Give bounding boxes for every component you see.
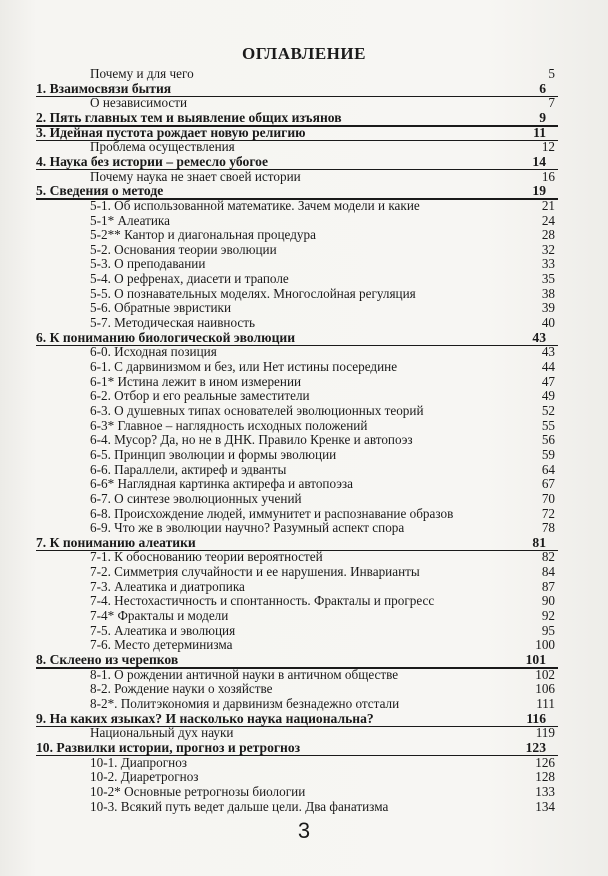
page-number: 3 bbox=[297, 818, 311, 843]
toc-entry-label: 6-1. С дарвинизмом и без, или Нет истины посередине bbox=[90, 359, 398, 374]
toc-entry-label: 7-4* Фракталы и модели bbox=[90, 608, 229, 624]
toc-entry-page: 19 bbox=[532, 183, 546, 199]
toc-entry-label: 6-6* Наглядная картинка актирефа и автопоэза bbox=[90, 476, 353, 492]
toc-entry-page: 28 bbox=[541, 227, 555, 243]
toc-entry-label: 6-2. Отбор и его реальные заместители bbox=[90, 388, 310, 404]
toc-entry-page: 55 bbox=[541, 417, 555, 433]
toc-entry-label: 8-1. О рождении античной науки в античном обществе bbox=[90, 666, 399, 682]
toc-entry-label: 6-4. Мусор? Да, но не в ДНК. Правило Кренке и автопоэз bbox=[90, 432, 413, 448]
toc-subsection-row bbox=[0, 520, 608, 535]
toc-entry-label: 8-2. Рождение науки о хозяйстве bbox=[90, 681, 273, 697]
toc-entry-label: 10-1. Диапрогноз bbox=[90, 754, 188, 770]
toc-section-row bbox=[0, 183, 608, 198]
toc-entry-label: 4. Наука без истории – ремесло убогое bbox=[36, 153, 268, 169]
toc-subsection-row bbox=[0, 169, 608, 184]
toc-entry-label: 5. Сведения о методе bbox=[36, 183, 164, 199]
toc-entry-label: 6-9. Что же в эволюции научно? Разумный аспект спора bbox=[90, 520, 405, 536]
toc-entry-label: 5-7. Методическая наивность bbox=[90, 315, 256, 331]
toc-subsection-row bbox=[0, 755, 608, 770]
toc-entry-label: 6-3* Главное – наглядность исходных положений bbox=[90, 417, 368, 433]
toc-entry-page: 40 bbox=[541, 315, 555, 331]
toc-entry-label: 10-2* Основные ретрогнозы биологии bbox=[90, 783, 306, 799]
toc-entry-label: 10. Развилки истории, прогноз и ретрогноз bbox=[36, 739, 301, 755]
toc-subsection-row bbox=[0, 213, 608, 228]
toc-entry-label: 10-2. Диаретрогноз bbox=[90, 769, 199, 785]
toc-entry-label: 6-0. Исходная позиция bbox=[90, 344, 217, 360]
toc-subsection-row bbox=[0, 315, 608, 330]
toc-entry-page: 24 bbox=[541, 212, 555, 228]
toc-section-row bbox=[0, 535, 608, 550]
toc-entry-label: Почему и для чего bbox=[90, 66, 194, 81]
toc-subsection-row bbox=[0, 432, 608, 447]
toc-subsection-row bbox=[0, 462, 608, 477]
toc-entry-page: 67 bbox=[541, 476, 555, 492]
toc-entry-page: 33 bbox=[541, 256, 555, 272]
toc-entry-label: 6-7. О синтезе эволюционных учений bbox=[90, 490, 302, 506]
toc-entry-label: 5-1* Алеатика bbox=[90, 212, 170, 228]
toc-section-row bbox=[0, 110, 608, 125]
toc-subsection-row bbox=[0, 681, 608, 696]
toc-entry-label: 6-1* Истина лежит в ином измерении bbox=[90, 373, 302, 389]
toc-entry-label: 7-3. Алеатика и диатропика bbox=[90, 578, 245, 594]
toc-entry-label: 7-1. К обоснованию теории вероятностей bbox=[90, 549, 323, 565]
toc-entry-page: 92 bbox=[541, 608, 555, 624]
toc-subsection-row bbox=[0, 623, 608, 638]
toc-entry-label: 3. Идейная пустота рождает новую религию bbox=[36, 124, 306, 140]
toc-subsection-row bbox=[0, 769, 608, 784]
toc-subsection-row bbox=[0, 447, 608, 462]
toc-entry-label: 5-1. Об использованной математике. Зачем модели и какие bbox=[90, 197, 420, 213]
toc-entry-page: 128 bbox=[535, 769, 555, 785]
toc-entry-label: 9. На каких языках? И насколько наука национальна? bbox=[36, 710, 374, 726]
toc-entry-label: 6-6. Параллели, актиреф и эдванты bbox=[90, 461, 287, 477]
toc-entry-page: 64 bbox=[541, 461, 555, 477]
toc-subsection-row bbox=[0, 579, 608, 594]
toc-entry-label: 7-4. Нестохастичность и спонтанность. Фракталы и прогресс bbox=[90, 593, 435, 609]
toc-subsection-row bbox=[0, 242, 608, 257]
toc-entry-page: 6 bbox=[539, 80, 546, 96]
toc-entry-page: 111 bbox=[536, 695, 555, 711]
toc-entry-page: 87 bbox=[541, 578, 555, 594]
toc-subsection-row bbox=[0, 491, 608, 506]
toc-section-row bbox=[0, 81, 608, 96]
toc-subsection-row bbox=[0, 784, 608, 799]
toc-entry-page: 101 bbox=[525, 652, 546, 667]
toc-entry-label: 6-8. Происхождение людей, иммунитет и распознавание образов bbox=[90, 505, 454, 521]
toc-section-row bbox=[0, 652, 608, 667]
toc-entry-page: 38 bbox=[541, 285, 555, 301]
toc-entry-page: 72 bbox=[541, 505, 555, 521]
toc-entry-label: 5-2. Основания теории эволюции bbox=[90, 241, 277, 257]
toc-entry-label: 5-5. О познавательных моделях. Многослойная регуляция bbox=[90, 285, 416, 301]
toc-subsection-row bbox=[0, 418, 608, 433]
toc-entry-label: Проблема осуществления bbox=[90, 139, 235, 155]
toc-entry-page: 9 bbox=[539, 109, 546, 125]
toc-subsection-row bbox=[0, 388, 608, 403]
toc-entry-page: 5 bbox=[548, 66, 555, 81]
toc-subsection-row bbox=[0, 476, 608, 491]
toc-subsection-row bbox=[0, 66, 608, 81]
toc-subsection-row bbox=[0, 95, 608, 110]
toc-entry-page: 102 bbox=[535, 666, 555, 682]
toc-subsection-row bbox=[0, 608, 608, 623]
page-title: ОГЛАВЛЕНИЕ bbox=[242, 44, 366, 63]
toc-section-row bbox=[0, 330, 608, 345]
toc-section-row bbox=[0, 125, 608, 140]
toc-entry-label: 10-3. Всякий путь ведет дальше цели. Два фанатизма bbox=[90, 798, 389, 814]
toc-subsection-row bbox=[0, 403, 608, 418]
toc-entry-page: 126 bbox=[535, 754, 555, 770]
toc-entry-page: 133 bbox=[535, 783, 555, 799]
toc-entry-page: 78 bbox=[541, 520, 555, 536]
toc-entry-label: 5-6. Обратные эвристики bbox=[90, 300, 232, 316]
toc-entry-label: 2. Пять главных тем и выявление общих изъянов bbox=[36, 109, 342, 125]
toc-entry-page: 70 bbox=[541, 490, 555, 506]
toc-entry-page: 116 bbox=[526, 710, 546, 726]
toc-subsection-row bbox=[0, 300, 608, 315]
toc-entry-page: 59 bbox=[541, 446, 555, 462]
toc-entry-page: 39 bbox=[541, 300, 555, 316]
toc-entry-page: 81 bbox=[532, 534, 546, 550]
toc-section-row bbox=[0, 740, 608, 755]
toc-subsection-row bbox=[0, 667, 608, 682]
toc-entry-page: 134 bbox=[535, 798, 555, 814]
toc-subsection-row bbox=[0, 593, 608, 608]
toc-entry-page: 119 bbox=[535, 725, 555, 741]
toc-entry-page: 16 bbox=[541, 168, 555, 184]
toc-entry-page: 49 bbox=[541, 388, 555, 404]
toc-subsection-row bbox=[0, 286, 608, 301]
toc-entry-label: 6. К пониманию биологической эволюции bbox=[36, 329, 296, 345]
toc-subsection-row bbox=[0, 344, 608, 359]
toc-subsection-row bbox=[0, 256, 608, 271]
toc-entry-page: 56 bbox=[541, 432, 555, 448]
toc-subsection-row bbox=[0, 198, 608, 213]
toc-entry-page: 21 bbox=[541, 197, 555, 213]
toc-entry-page: 43 bbox=[532, 329, 546, 345]
toc-entry-label: Национальный дух науки bbox=[90, 725, 234, 741]
toc-subsection-row bbox=[0, 506, 608, 521]
toc-subsection-row bbox=[0, 799, 608, 814]
toc-section-row bbox=[0, 154, 608, 169]
toc-subsection-row bbox=[0, 374, 608, 389]
toc-entry-page: 44 bbox=[541, 359, 555, 374]
toc-entry-page: 35 bbox=[541, 271, 555, 287]
toc-entry-page: 84 bbox=[541, 564, 555, 580]
toc-subsection-row bbox=[0, 725, 608, 740]
toc-entry-page: 11 bbox=[533, 124, 546, 140]
toc-subsection-row bbox=[0, 549, 608, 564]
toc-entry-label: 5-2** Кантор и диагональная процедура bbox=[90, 227, 316, 243]
toc-subsection-row bbox=[0, 271, 608, 286]
toc-entry-page: 52 bbox=[541, 402, 555, 418]
toc-entry-page: 14 bbox=[532, 153, 546, 169]
toc-entry-page: 43 bbox=[541, 344, 555, 360]
toc-entry-page: 106 bbox=[535, 681, 555, 697]
toc-subsection-row bbox=[0, 359, 608, 374]
toc-entry-label: 8-2*. Политэкономия и дарвинизм безнадежно отстали bbox=[90, 695, 400, 711]
toc-entry-page: 123 bbox=[525, 739, 546, 755]
toc-entry-page: 95 bbox=[541, 622, 555, 638]
toc-entry-label: 7-2. Симметрия случайности и ее нарушения. Инварианты bbox=[90, 564, 420, 580]
toc-entry-page: 7 bbox=[548, 95, 555, 111]
toc-subsection-row bbox=[0, 564, 608, 579]
toc-entry-label: 5-4. О рефренах, диасети и траполе bbox=[90, 271, 289, 287]
toc-entry-page: 82 bbox=[541, 549, 555, 565]
toc-entry-label: 6-5. Принцип эволюции и формы эволюции bbox=[90, 446, 337, 462]
toc-subsection-row bbox=[0, 637, 608, 652]
toc-entry-label: Почему наука не знает своей истории bbox=[90, 168, 301, 184]
toc-subsection-row bbox=[0, 696, 608, 711]
toc-subsection-row bbox=[0, 139, 608, 154]
toc-entry-label: 7-5. Алеатика и эволюция bbox=[90, 622, 236, 638]
toc-entry-page: 12 bbox=[541, 139, 555, 155]
toc-entry-label: 8. Склеено из черепков bbox=[36, 652, 179, 667]
toc-entry-label: О независимости bbox=[90, 95, 188, 111]
toc-entry-label: 6-3. О душевных типах основателей эволюционных теорий bbox=[90, 402, 424, 418]
toc-entry-page: 47 bbox=[541, 373, 555, 389]
toc-entry-page: 90 bbox=[541, 593, 555, 609]
toc-entry-label: 5-3. О преподавании bbox=[90, 256, 206, 272]
toc-entry-label: 1. Взаимосвязи бытия bbox=[36, 80, 172, 96]
toc-entry-page: 32 bbox=[541, 241, 555, 257]
toc-section-row bbox=[0, 711, 608, 726]
toc-subsection-row bbox=[0, 227, 608, 242]
toc-entry-label: 7-6. Место детерминизма bbox=[90, 637, 233, 653]
toc-entry-label: 7. К пониманию алеатики bbox=[36, 534, 196, 550]
toc-entry-page: 100 bbox=[535, 637, 555, 653]
